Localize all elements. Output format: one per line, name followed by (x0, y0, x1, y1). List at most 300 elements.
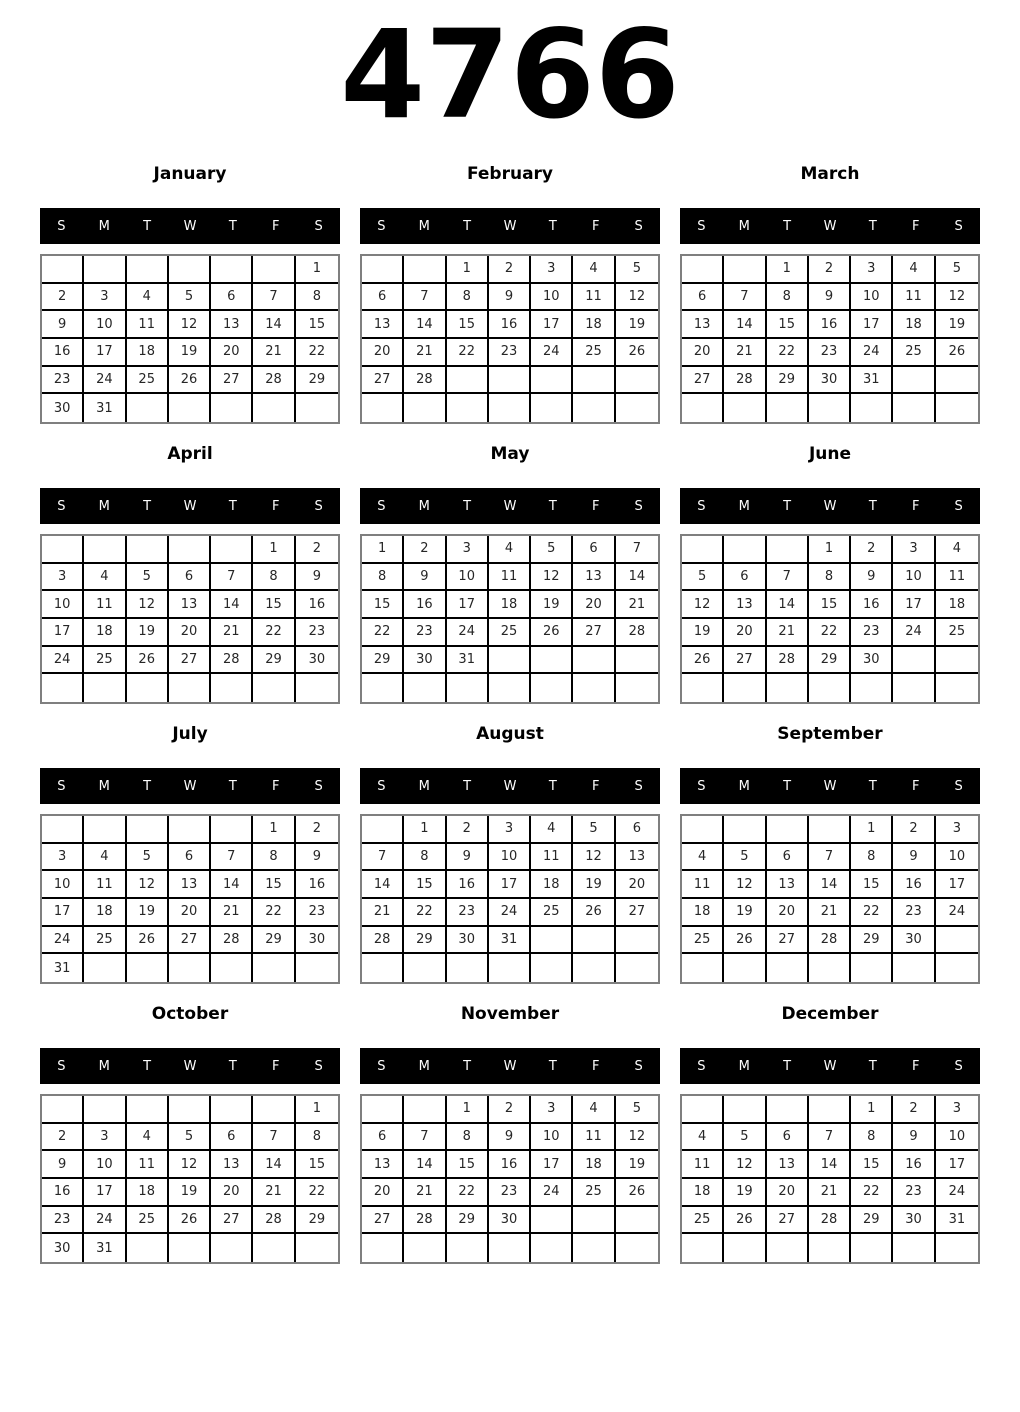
date-cell: 12 (724, 1151, 766, 1179)
date-cell: 28 (809, 927, 851, 955)
day-header-cell: S (634, 1058, 643, 1074)
empty-date-cell (682, 1096, 724, 1124)
empty-date-cell (724, 256, 766, 284)
date-cell: 29 (296, 1207, 338, 1235)
date-cell: 7 (404, 1124, 446, 1152)
empty-date-cell (253, 674, 295, 702)
empty-date-cell (489, 954, 531, 982)
empty-date-cell (169, 954, 211, 982)
date-grid (40, 814, 340, 984)
date-cell: 31 (42, 954, 84, 982)
date-cell: 15 (296, 311, 338, 339)
date-grid (680, 534, 980, 704)
date-cell: 28 (809, 1207, 851, 1235)
empty-date-cell (296, 1234, 338, 1262)
date-cell: 3 (84, 284, 126, 312)
date-cell: 12 (724, 871, 766, 899)
date-cell: 22 (851, 1179, 893, 1207)
date-cell: 4 (893, 256, 935, 284)
date-cell: 5 (169, 284, 211, 312)
empty-date-cell (531, 1207, 573, 1235)
date-cell: 18 (84, 899, 126, 927)
date-cell: 12 (936, 284, 978, 312)
day-header-cell: S (954, 498, 963, 514)
date-cell: 12 (169, 311, 211, 339)
empty-date-cell (893, 394, 935, 422)
date-cell: 29 (296, 367, 338, 395)
date-cell: 8 (851, 844, 893, 872)
date-cell: 25 (936, 619, 978, 647)
date-cell: 3 (851, 256, 893, 284)
date-cell: 25 (682, 1207, 724, 1235)
date-cell: 14 (404, 311, 446, 339)
date-cell: 28 (253, 1207, 295, 1235)
date-cell: 28 (404, 1207, 446, 1235)
date-grid (40, 1094, 340, 1264)
date-cell: 2 (489, 256, 531, 284)
date-cell: 13 (169, 591, 211, 619)
date-cell: 14 (724, 311, 766, 339)
date-cell: 14 (616, 564, 658, 592)
empty-date-cell (573, 1234, 615, 1262)
day-header-cell: S (954, 1058, 963, 1074)
month-july (40, 710, 340, 990)
date-cell: 16 (489, 1151, 531, 1179)
date-cell: 9 (42, 311, 84, 339)
date-cell: 4 (682, 1124, 724, 1152)
date-cell: 2 (42, 1124, 84, 1152)
date-cell: 9 (809, 284, 851, 312)
empty-date-cell (809, 1096, 851, 1124)
empty-date-cell (489, 674, 531, 702)
date-cell: 10 (936, 1124, 978, 1152)
date-cell: 21 (211, 619, 253, 647)
date-cell: 8 (447, 1124, 489, 1152)
date-cell: 6 (169, 844, 211, 872)
date-cell: 16 (809, 311, 851, 339)
date-cell: 29 (404, 927, 446, 955)
day-header-cell: M (98, 218, 110, 234)
empty-date-cell (127, 394, 169, 422)
date-cell: 8 (362, 564, 404, 592)
date-cell: 2 (893, 816, 935, 844)
date-cell: 22 (851, 899, 893, 927)
empty-date-cell (169, 536, 211, 564)
date-cell: 2 (404, 536, 446, 564)
day-header-cell: W (823, 1058, 837, 1074)
day-header-cell: T (783, 498, 792, 514)
day-header-cell: M (738, 1058, 750, 1074)
day-header-cell: S (954, 778, 963, 794)
date-cell: 24 (936, 1179, 978, 1207)
date-cell: 11 (127, 1151, 169, 1179)
date-cell: 17 (84, 1179, 126, 1207)
date-cell: 23 (404, 619, 446, 647)
date-cell: 11 (573, 284, 615, 312)
day-header-cell: T (228, 218, 237, 234)
date-cell: 1 (253, 816, 295, 844)
day-header-cell: F (271, 498, 280, 514)
date-cell: 5 (573, 816, 615, 844)
date-cell: 7 (616, 536, 658, 564)
date-cell: 30 (489, 1207, 531, 1235)
day-header-cell: W (183, 1058, 197, 1074)
date-cell: 11 (531, 844, 573, 872)
date-cell: 18 (84, 619, 126, 647)
empty-date-cell (447, 394, 489, 422)
day-header-cell: T (548, 1058, 557, 1074)
date-cell: 18 (573, 311, 615, 339)
date-cell: 12 (531, 564, 573, 592)
day-header-row (360, 1048, 660, 1084)
date-cell: 6 (211, 284, 253, 312)
date-cell: 27 (362, 1207, 404, 1235)
empty-date-cell (296, 954, 338, 982)
month-november (360, 990, 660, 1270)
day-header-cell: T (463, 218, 472, 234)
day-header-cell: S (634, 218, 643, 234)
date-cell: 29 (851, 1207, 893, 1235)
date-cell: 29 (362, 647, 404, 675)
day-header-cell: W (823, 218, 837, 234)
date-cell: 2 (296, 816, 338, 844)
date-cell: 5 (724, 844, 766, 872)
date-cell: 3 (936, 816, 978, 844)
date-cell: 23 (893, 899, 935, 927)
date-grid (40, 254, 340, 424)
date-cell: 7 (253, 284, 295, 312)
day-header-cell: M (98, 778, 110, 794)
date-cell: 26 (724, 927, 766, 955)
day-header-cell: W (503, 218, 517, 234)
empty-date-cell (253, 954, 295, 982)
date-cell: 18 (573, 1151, 615, 1179)
empty-date-cell (253, 1234, 295, 1262)
date-cell: 11 (936, 564, 978, 592)
month-title: August (476, 723, 544, 744)
date-cell: 7 (767, 564, 809, 592)
date-cell: 18 (531, 871, 573, 899)
empty-date-cell (573, 1207, 615, 1235)
day-header-cell: T (228, 498, 237, 514)
day-header-cell: F (591, 778, 600, 794)
date-cell: 27 (682, 367, 724, 395)
day-header-cell: S (697, 778, 706, 794)
empty-date-cell (724, 1234, 766, 1262)
empty-date-cell (211, 1234, 253, 1262)
date-cell: 28 (253, 367, 295, 395)
date-cell: 6 (169, 564, 211, 592)
date-cell: 13 (767, 871, 809, 899)
day-header-row (680, 1048, 980, 1084)
date-cell: 17 (489, 871, 531, 899)
date-cell: 11 (127, 311, 169, 339)
date-cell: 20 (767, 899, 809, 927)
empty-date-cell (682, 1234, 724, 1262)
day-header-cell: F (911, 778, 920, 794)
day-header-cell: T (548, 778, 557, 794)
day-header-cell: S (954, 218, 963, 234)
date-cell: 29 (447, 1207, 489, 1235)
date-cell: 22 (447, 339, 489, 367)
empty-date-cell (42, 1096, 84, 1124)
date-cell: 15 (851, 1151, 893, 1179)
day-header-cell: T (868, 218, 877, 234)
empty-date-cell (211, 816, 253, 844)
date-cell: 30 (851, 647, 893, 675)
date-cell: 9 (42, 1151, 84, 1179)
date-cell: 16 (893, 1151, 935, 1179)
date-cell: 21 (253, 339, 295, 367)
date-cell: 29 (253, 927, 295, 955)
empty-date-cell (573, 367, 615, 395)
empty-date-cell (851, 954, 893, 982)
empty-date-cell (767, 954, 809, 982)
empty-date-cell (851, 1234, 893, 1262)
day-header-cell: T (548, 218, 557, 234)
empty-date-cell (616, 927, 658, 955)
day-header-cell: M (418, 498, 430, 514)
date-cell: 1 (253, 536, 295, 564)
date-cell: 10 (936, 844, 978, 872)
year-title: 4766 (340, 4, 680, 146)
empty-date-cell (682, 536, 724, 564)
date-cell: 17 (936, 871, 978, 899)
date-cell: 5 (616, 256, 658, 284)
date-cell: 14 (253, 311, 295, 339)
date-cell: 24 (893, 619, 935, 647)
date-cell: 15 (851, 871, 893, 899)
date-cell: 12 (616, 284, 658, 312)
empty-date-cell (127, 256, 169, 284)
date-cell: 19 (616, 1151, 658, 1179)
empty-date-cell (84, 1096, 126, 1124)
date-cell: 6 (767, 844, 809, 872)
empty-date-cell (573, 954, 615, 982)
date-cell: 10 (84, 1151, 126, 1179)
date-cell: 21 (767, 619, 809, 647)
date-grid (360, 1094, 660, 1264)
date-cell: 13 (362, 311, 404, 339)
month-march (680, 150, 980, 430)
date-cell: 20 (362, 339, 404, 367)
month-may (360, 430, 660, 710)
date-cell: 19 (724, 899, 766, 927)
date-cell: 22 (253, 899, 295, 927)
date-cell: 24 (84, 367, 126, 395)
date-cell: 22 (767, 339, 809, 367)
date-cell: 23 (42, 1207, 84, 1235)
date-cell: 26 (127, 927, 169, 955)
empty-date-cell (127, 674, 169, 702)
date-cell: 9 (489, 1124, 531, 1152)
date-cell: 16 (447, 871, 489, 899)
date-cell: 13 (682, 311, 724, 339)
month-august (360, 710, 660, 990)
empty-date-cell (362, 816, 404, 844)
empty-date-cell (404, 394, 446, 422)
empty-date-cell (724, 1096, 766, 1124)
date-cell: 25 (489, 619, 531, 647)
date-cell: 6 (362, 1124, 404, 1152)
day-header-cell: M (98, 1058, 110, 1074)
date-cell: 13 (767, 1151, 809, 1179)
day-header-cell: T (868, 498, 877, 514)
date-cell: 10 (489, 844, 531, 872)
empty-date-cell (724, 674, 766, 702)
month-title: November (460, 1003, 560, 1024)
month-title: April (167, 443, 213, 464)
date-cell: 5 (936, 256, 978, 284)
empty-date-cell (682, 256, 724, 284)
day-header-cell: T (143, 498, 152, 514)
date-cell: 18 (127, 339, 169, 367)
month-title: December (781, 1003, 879, 1024)
date-cell: 23 (809, 339, 851, 367)
date-cell: 30 (296, 927, 338, 955)
date-cell: 16 (296, 871, 338, 899)
date-cell: 1 (767, 256, 809, 284)
date-cell: 5 (127, 564, 169, 592)
day-header-cell: F (591, 1058, 600, 1074)
empty-date-cell (447, 674, 489, 702)
date-cell: 27 (767, 1207, 809, 1235)
empty-date-cell (936, 1234, 978, 1262)
date-cell: 10 (851, 284, 893, 312)
date-cell: 13 (169, 871, 211, 899)
date-cell: 1 (851, 816, 893, 844)
date-cell: 3 (936, 1096, 978, 1124)
date-cell: 16 (489, 311, 531, 339)
empty-date-cell (42, 536, 84, 564)
empty-date-cell (616, 954, 658, 982)
month-title: July (172, 723, 208, 744)
date-cell: 24 (936, 899, 978, 927)
date-cell: 8 (851, 1124, 893, 1152)
date-cell: 14 (809, 871, 851, 899)
date-cell: 8 (296, 1124, 338, 1152)
empty-date-cell (253, 394, 295, 422)
empty-date-cell (127, 816, 169, 844)
month-december (680, 990, 980, 1270)
date-cell: 18 (682, 899, 724, 927)
date-cell: 11 (682, 871, 724, 899)
date-cell: 9 (447, 844, 489, 872)
date-cell: 17 (936, 1151, 978, 1179)
date-cell: 23 (296, 619, 338, 647)
date-cell: 15 (809, 591, 851, 619)
empty-date-cell (724, 954, 766, 982)
day-header-row (360, 208, 660, 244)
empty-date-cell (724, 536, 766, 564)
date-cell: 20 (682, 339, 724, 367)
date-cell: 22 (809, 619, 851, 647)
date-cell: 30 (809, 367, 851, 395)
date-cell: 7 (211, 564, 253, 592)
date-cell: 15 (253, 591, 295, 619)
day-header-cell: W (503, 498, 517, 514)
date-cell: 15 (296, 1151, 338, 1179)
date-cell: 8 (296, 284, 338, 312)
date-cell: 24 (489, 899, 531, 927)
date-cell: 26 (616, 1179, 658, 1207)
day-header-row (680, 768, 980, 804)
date-cell: 6 (724, 564, 766, 592)
date-cell: 31 (851, 367, 893, 395)
date-cell: 25 (127, 1207, 169, 1235)
date-cell: 21 (616, 591, 658, 619)
date-cell: 17 (531, 311, 573, 339)
day-header-row (680, 208, 980, 244)
date-cell: 24 (84, 1207, 126, 1235)
date-cell: 1 (447, 1096, 489, 1124)
date-cell: 14 (211, 871, 253, 899)
date-grid (360, 814, 660, 984)
date-cell: 8 (809, 564, 851, 592)
date-cell: 18 (893, 311, 935, 339)
date-cell: 19 (127, 899, 169, 927)
date-cell: 16 (893, 871, 935, 899)
date-cell: 10 (84, 311, 126, 339)
date-cell: 19 (724, 1179, 766, 1207)
date-cell: 9 (404, 564, 446, 592)
date-cell: 1 (851, 1096, 893, 1124)
day-header-cell: M (418, 778, 430, 794)
empty-date-cell (573, 927, 615, 955)
date-cell: 7 (404, 284, 446, 312)
day-header-cell: W (183, 778, 197, 794)
date-cell: 4 (84, 564, 126, 592)
date-cell: 9 (851, 564, 893, 592)
date-cell: 23 (489, 339, 531, 367)
date-cell: 11 (489, 564, 531, 592)
date-cell: 2 (42, 284, 84, 312)
date-cell: 31 (84, 1234, 126, 1262)
date-cell: 12 (127, 871, 169, 899)
date-cell: 26 (616, 339, 658, 367)
date-cell: 26 (531, 619, 573, 647)
date-cell: 5 (531, 536, 573, 564)
date-cell: 6 (616, 816, 658, 844)
date-cell: 25 (531, 899, 573, 927)
date-cell: 19 (531, 591, 573, 619)
date-cell: 30 (893, 927, 935, 955)
day-header-cell: F (271, 778, 280, 794)
empty-date-cell (127, 1096, 169, 1124)
date-cell: 11 (682, 1151, 724, 1179)
day-header-row (680, 488, 980, 524)
empty-date-cell (489, 647, 531, 675)
empty-date-cell (84, 256, 126, 284)
date-cell: 26 (169, 367, 211, 395)
date-cell: 31 (936, 1207, 978, 1235)
day-header-cell: F (911, 218, 920, 234)
empty-date-cell (362, 1096, 404, 1124)
date-cell: 10 (42, 871, 84, 899)
empty-date-cell (362, 394, 404, 422)
date-cell: 20 (362, 1179, 404, 1207)
day-header-cell: S (377, 778, 386, 794)
date-cell: 17 (42, 619, 84, 647)
day-header-cell: M (738, 498, 750, 514)
date-cell: 25 (84, 927, 126, 955)
date-cell: 28 (211, 927, 253, 955)
month-january (40, 150, 340, 430)
empty-date-cell (809, 816, 851, 844)
date-cell: 27 (169, 927, 211, 955)
date-cell: 8 (404, 844, 446, 872)
date-cell: 13 (724, 591, 766, 619)
